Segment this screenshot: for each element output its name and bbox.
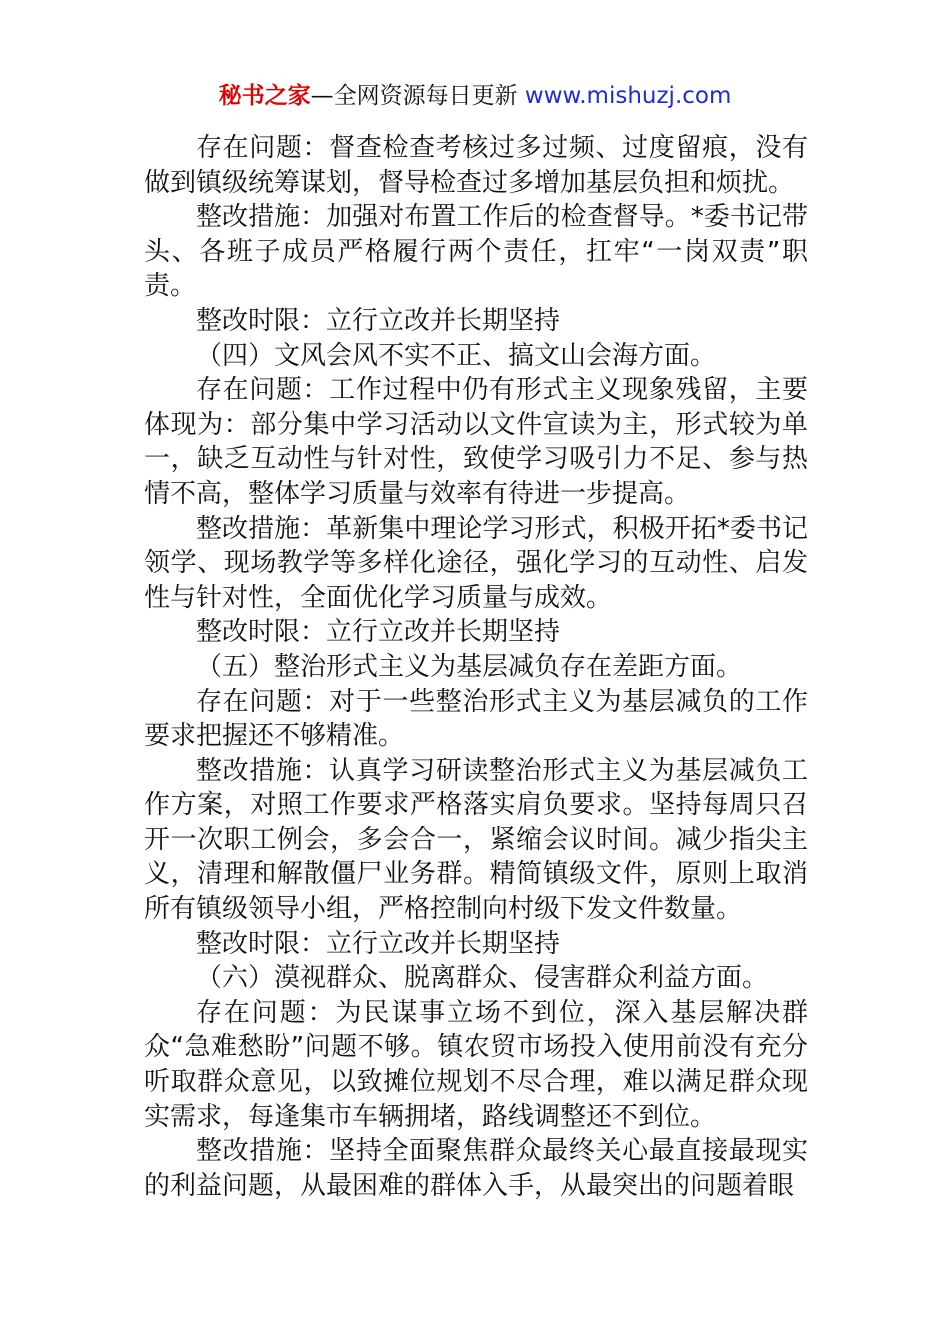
paragraph-measure-3: 整改措施：加强对布置工作后的检查督导。*委书记带头、各班子成员严格履行两个责任，扛牢“一岗双责”职责。: [144, 202, 808, 302]
brand-name: 秘书之家: [218, 83, 311, 109]
document-body: [144, 131, 808, 1203]
paragraph-deadline-3: 整改时限：立行立改并长期坚持: [196, 305, 561, 336]
site-url[interactable]: www.mishuzj.com: [524, 83, 732, 109]
section-heading-5: （五）整治形式主义为基层减负存在差距方面。: [196, 651, 743, 682]
paragraph-measure-5: 整改措施：认真学习研读整治形式主义为基层减负工作方案，对照工作要求严格落实肩负要求。坚持每周只召开一次职工例会，多会合一，紧缩会议时间。减少指尖主义，清理和解散僵尸业务群。精简镇级文件，原则上取消所有镇级领导小组，严格控制向村级下发文件数量。: [144, 755, 808, 925]
paragraph-deadline-5: 整改时限：立行立改并长期坚持: [196, 928, 561, 959]
paragraph-deadline-4: 整改时限：立行立改并长期坚持: [196, 617, 561, 648]
section-heading-4: （四）文风会风不实不正、搞文山会海方面。: [196, 340, 717, 371]
paragraph-problem-5: 存在问题：对于一些整治形式主义为基层减负的工作要求把握还不够精准。: [144, 686, 808, 752]
page-header: [0, 80, 950, 112]
paragraph-problem-6: 存在问题：为民谋事立场不到位，深入基层解决群众“急难愁盼”问题不够。镇农贸市场投入使用前没有充分听取群众意见，以致摊位规划不尽合理，难以满足群众现实需求，每逢集市车辆拥堵，路线调整还不到位。: [144, 997, 808, 1132]
paragraph-measure-6: 整改措施：坚持全面聚焦群众最终关心最直接最现实的利益问题，从最困难的群体入手，从最突出的问题着眼: [144, 1136, 808, 1201]
section-heading-6: （六）漠视群众、脱离群众、侵害群众利益方面。: [196, 963, 769, 994]
paragraph-problem-4: 存在问题：工作过程中仍有形式主义现象残留，主要体现为：部分集中学习活动以文件宣读为主，形式较为单一，缺乏互动性与针对性，致使学习吸引力不足、参与热情不高，整体学习质量与效率有待进一步提高。: [144, 375, 808, 509]
header-tagline: —全网资源每日更新: [310, 83, 518, 109]
paragraph-problem-3: 存在问题：督查检查考核过多过频、过度留痕，没有做到镇级统筹谋划，督导检查过多增加基层负担和烦扰。: [144, 133, 808, 198]
paragraph-measure-4: 整改措施：革新集中理论学习形式，积极开拓*委书记领学、现场教学等多样化途径，强化学习的互动性、启发性与针对性，全面优化学习质量与成效。: [144, 513, 808, 613]
